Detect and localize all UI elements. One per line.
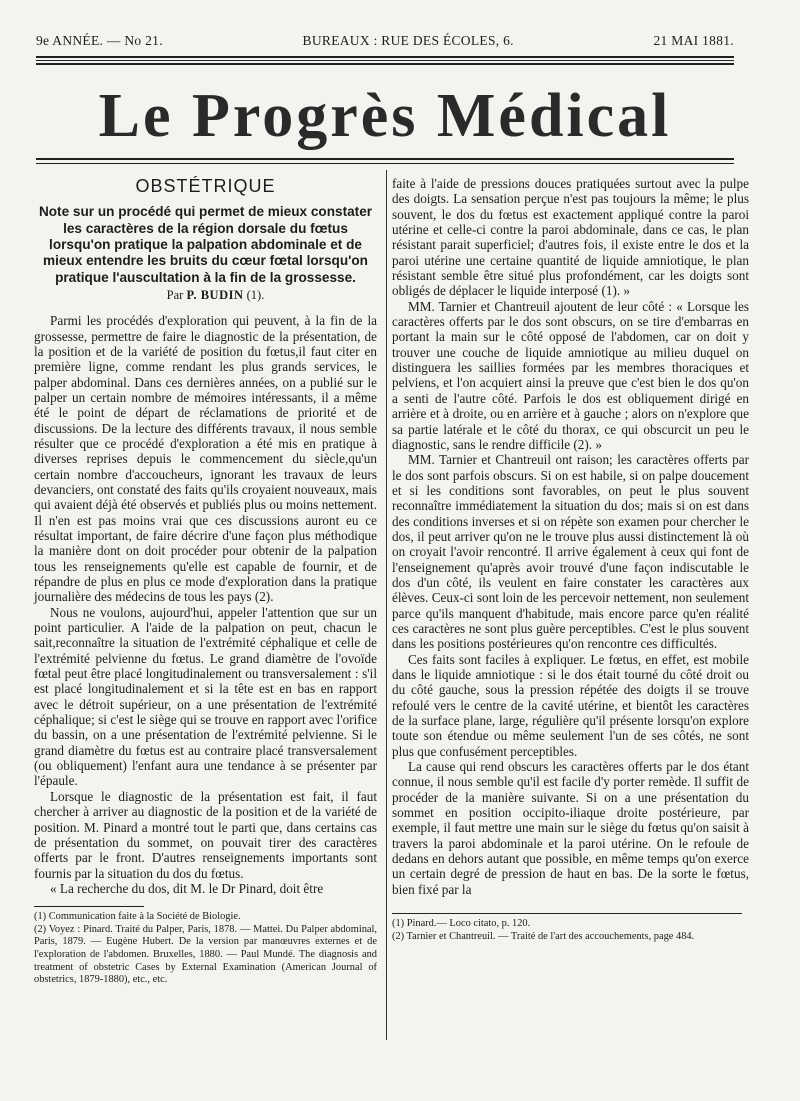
issue-date: 21 MAI 1881. — [653, 33, 734, 48]
paragraph: « La recherche du dos, dit M. le Dr Pinard, doit être — [50, 880, 324, 896]
paragraph: Nous ne voulons, aujourd'hui, appeler l'attention que sur un point particulier. A l'aide de la palpation on peut, chacun le sait,reconnaître la situation de l'extrémité céphalique et celle de l'extrémité pelvienne du fœtus. Le grand diamètre de l'ovoïde fœtal peut être placé longitudinalement ou transversalement : s'il est placé longitudinalement et si la tête est en bas en rapport avec le détroit supérieur, on a une présentation de l'extrémité céphalique; si c'est le siège qui se trouve en rapport avec l'orifice du bassin, on a une présentation de l'extrémité pelvienne. Si le grand diamètre du fœtus est au contraire placé transversalement (ou obliquement) l'enfant aura une tendance à se présenter par l'épaule. — [34, 604, 377, 789]
masthead-rule-top — [36, 158, 734, 160]
footnote: (2) Voyez : Pinard. Traité du Palper, Paris, 1878. — Mattei. Du Palper abdominal, Paris, 1879. — Eugène Hubert. De la version par manœuvres externes et de l'exploration de l'abdomen. Bruxelles, 1880. — Paul Mundé. The diagnosis and treatment of obstetric Cases by External Examination (American Journal of obstetrics, 1879-1880), etc., etc. — [34, 923, 377, 986]
footnote: (1) Pinard.— Loco citato, p. 120. — [392, 918, 531, 930]
author-note: (1). — [246, 287, 265, 302]
header-rule-mid — [36, 60, 734, 61]
header-rule-top — [36, 56, 734, 58]
masthead-rule-bottom — [36, 163, 734, 164]
paragraph: La cause qui rend obscurs les caractères offerts par le dos étant connue, il nous semble qu'il est facile d'y porter remède. Il suffit de procéder de la manière suivante. Si on a une présentation du sommet en position occipito-iliaque droite postérieure, par exemple, il faut mettre une main sur le siège du fœtus qu'on saisit à travers la paroi abdominale et la paroi utérine. On le refoule de dedans en dehors autant que possible, en même temps qu'on exerce un certain degré de pression de haut en bas. De la sorte le fœtus, bien fixé par la — [392, 759, 749, 897]
footnote: (1) Communication faite à la Société de Biologie. — [34, 911, 241, 923]
paragraph: faite à l'aide de pressions douces pratiquées surtout avec la pulpe des doigts. La sensation perçue n'est pas toujours la même; le plus souvent, le dos du fœtus est exactement appliqué contre la paroi utérine et celle-ci contre la paroi abdominale, dans ce cas, le plan résistant parait superficiel; d'autres fois, il existe entre le dos et la paroi utérine une certaine quantité de liquide amniotique, le plan résistant semble être situé plus profondément, car les doigts sont obligés de déplacer le liquide interposé (1). » — [392, 176, 749, 299]
footnote-rule — [392, 913, 742, 914]
footnote-rule — [34, 906, 144, 907]
section-title: OBSTÉTRIQUE — [135, 176, 276, 196]
author-name: P. BUDIN — [186, 287, 244, 302]
masthead-title: Le Progrès Médical — [98, 82, 672, 150]
paragraph: Parmi les procédés d'exploration qui peuvent, à la fin de la grossesse, permettre de faire le diagnostic de la présentation, de la position et de la variété de position du fœtus,il faut citer en première ligne, comme rendant les plus grands services, le palper abdominal. Dans ces dernières années, on a publié sur le palper un certain nombre de mémoires intéressants, il a même été le point de départ de réclamations de priorité et de discussions. De la lecture des différents travaux, il nous semble résulter que ce procédé d'exploration a été mis en pratique à diverses reprises depuis le commencement du siècle,qu'un certain nombre d'accoucheurs, ignorant les travaux de leurs devanciers, ont constaté des faits qu'ils croyaient nouveaux, mais qui avaient déjà été observés et publiés plus ou moins nettement. Il n'en est pas moins vrai que ces discussions auront eu ce résultat important, de faire décrire d'une façon plus méthodique la manière dont on doit procéder pour obtenir de la palpation tous les renseignements qu'elle est capable de fournir, et de répandre de plus en plus ce mode d'exploration dans la pratique journalière des médecins de tous les pays (2). — [34, 313, 377, 605]
right-column — [392, 176, 749, 943]
left-column — [34, 178, 377, 987]
issue-number: 9e ANNÉE. — No 21. — [36, 33, 163, 48]
author-line — [54, 288, 377, 303]
article-title: Note sur un procédé qui permet de mieux constater les caractères de la région dorsale du fœtus lorsqu'on pratique la palpation abdominale et de mieux entendre les bruits du cœur fœtal lorsqu'on pratique l'auscultation à la fin de la grossesse. — [38, 204, 373, 285]
running-header — [36, 33, 734, 49]
paragraph: Ces faits sont faciles à expliquer. Le fœtus, en effet, est mobile dans le liquide amniotique : si le dos était tourné du côté droit ou du côté gauche, sous la pression répétée des doigts il se trouve refoulé vers le centre de la cavité utérine, et bientôt les caractères de la surface plane, large, régulière qu'il présente lorsqu'on explore toute son étendue ou même seulement l'un de ses côtés, ne sont plus que confusément perceptibles. — [392, 651, 749, 759]
footnotes-right — [392, 918, 749, 943]
paragraph: Lorsque le diagnostic de la présentation est fait, il faut chercher à arriver au diagnostic de la position et de la variété de position. M. Pinard a montré tout le parti que, dans certains cas de présentation du sommet, on pouvait tirer des caractères offerts par le front. D'autres renseignements importants sont fournis par la situation du dos du fœtus. — [34, 788, 377, 881]
paragraph: MM. Tarnier et Chantreuil ajoutent de leur côté : « Lorsque les caractères offerts par le dos sont obscurs, on se tire d'embarras en portant la main sur le côté opposé de l'abdomen, car on doit y trouver une couche de liquide amniotique au milieu duquel on distinguera les saillies formées par les membres thoraciques et pelviens, et l'on acquiert ainsi la preuve que c'est bien le dos qu'on a senti de l'autre côté. Parfois le dos est obliquement dirigé en arrière et à droite, ou en arrière et à gauche ; alors on n'explore que sa partie latérale et le côté du thorax, ce qui obscurcit un peu le diagnostic, sans le rendre difficile (2). » — [392, 298, 749, 452]
office-address: BUREAUX : RUE DES ÉCOLES, 6. — [302, 33, 514, 48]
author-prefix: Par — [166, 287, 184, 302]
footnote: (2) Tarnier et Chantreuil. — Traité de l'art des accouchements, page 484. — [392, 930, 695, 942]
column-separator — [386, 170, 387, 1040]
paragraph: MM. Tarnier et Chantreuil ont raison; les caractères offerts par le dos sont parfois obscurs. Si on est habile, si on palpe doucement et si les conditions sont favorables, on peut le plus souvent reconnaître immédiatement la situation du dos; mais si on est dans des conditions inverses et si on répète son examen pour chercher le dos, il peut arriver qu'on ne le trouve plus aussi distinctement là où on croyait l'avoir rencontré. Il arrive également à ceux qui font de l'enseignement qu'après avoir trouvé d'une façon indiscutable le dos d'un côté, ils veulent en faire constater les caractères aux élèves. Ceux-ci sont loin de les percevoir nettement, non seulement parce qu'ils manquent d'habitude, mais encore parce qu'en réalité ces caractères ne sont plus guère perceptibles. C'est le plus souvent dans les positions postérieures qu'on rencontre ces difficultés. — [392, 452, 749, 652]
footnotes-left — [34, 911, 377, 987]
header-rule-bottom — [36, 63, 734, 65]
